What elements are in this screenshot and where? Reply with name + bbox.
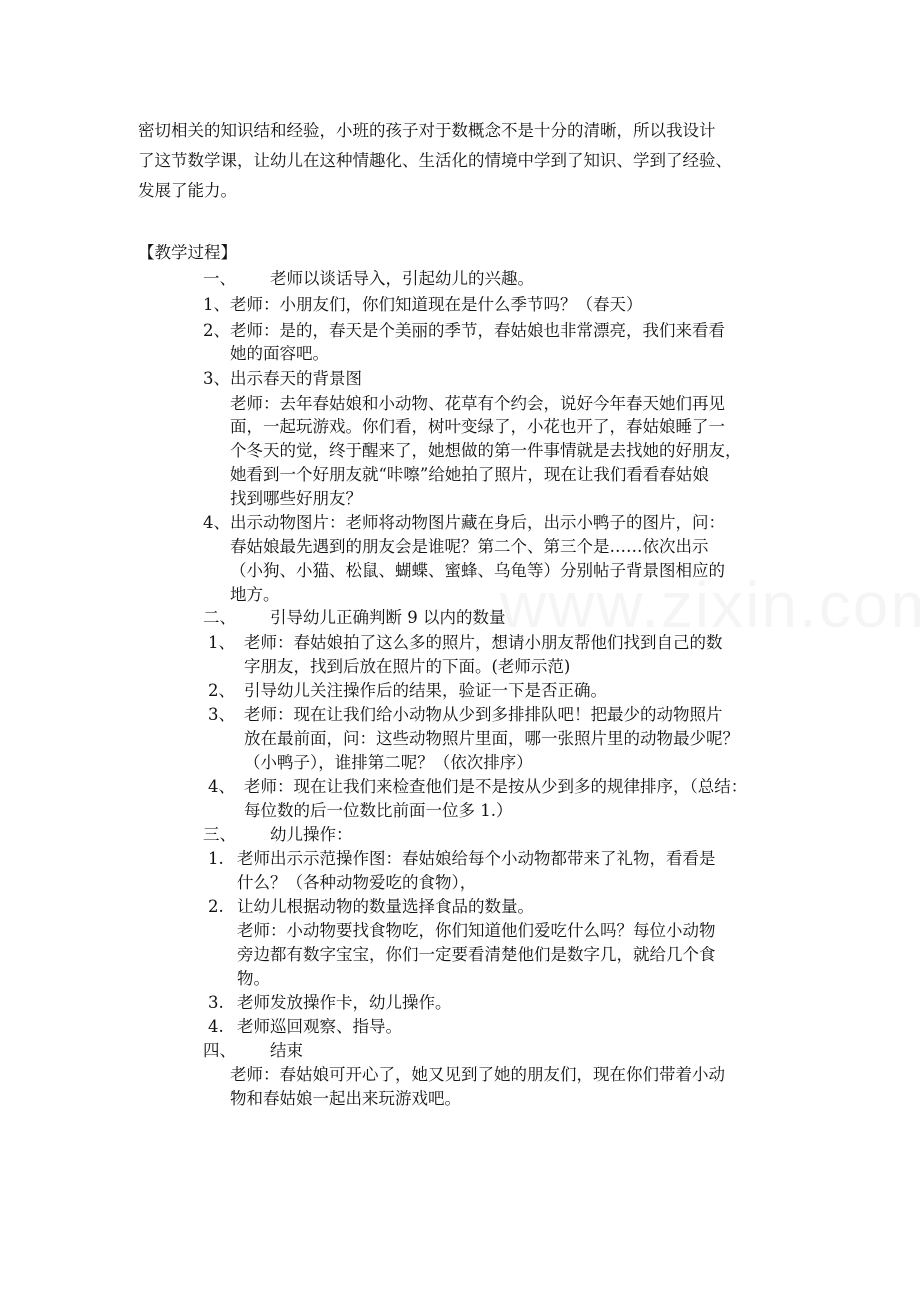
item-text: 老师发放操作卡，幼儿操作。 (237, 993, 452, 1012)
item-text: （小鸭子），谁排第二呢？（依次排序） (244, 753, 533, 772)
intro-line: 密切相关的知识结和经验，小班的孩子对于数概念不是十分的清晰，所以我设计 (138, 121, 716, 140)
item-text: 引导幼儿关注操作后的结果，验证一下是否正确。 (244, 681, 607, 700)
section-title: 幼儿操作： (270, 825, 353, 844)
item-text: 字朋友，找到后放在照片的下面。(老师示范) (244, 657, 571, 676)
item-text: 老师出示示范操作图：春姑娘给每个小动物都带来了礼物，看看是 (237, 849, 716, 868)
item-number: 4、 (208, 777, 235, 796)
item-text: 她的面容吧。 (230, 344, 329, 363)
item-number: 3、 (203, 369, 230, 388)
process-heading: 【教学过程】 (138, 243, 237, 262)
item-text: 她看到一个好朋友就“咔嚓”给她拍了照片，现在让我们看看春姑娘 (230, 465, 709, 484)
section-title: 老师以谈话导入，引起幼儿的兴趣。 (270, 269, 534, 288)
item-number: 2、 (208, 681, 235, 700)
item-text: 老师：是的，春天是个美丽的季节，春姑娘也非常漂亮，我们来看看 (230, 321, 725, 340)
item-text: 个冬天的觉，终于醒来了，她想做的第一件事情就是去找她的好朋友， (230, 441, 742, 460)
item-number: 1. (208, 849, 224, 868)
item-number: 1、 (203, 295, 230, 314)
closing-text: 老师：春姑娘可开心了，她又见到了她的朋友们，现在你们带着小动 (230, 1065, 725, 1084)
item-text: 面，一起玩游戏。你们看，树叶变绿了，小花也开了，春姑娘睡了一 (230, 417, 725, 436)
item-text: 老师巡回观察、指导。 (237, 1017, 402, 1036)
item-text: 老师：小朋友们，你们知道现在是什么季节吗？（春天） (230, 295, 643, 314)
section-title: 引导幼儿正确判断 9 以内的数量 (270, 608, 506, 627)
item-text: 找到哪些好朋友？ (230, 489, 362, 508)
item-number: 3、 (208, 705, 235, 724)
intro-line: 了这节数学课，让幼儿在这种情趣化、生活化的情境中学到了知识、学到了经验、 (138, 151, 732, 170)
item-number: 2. (208, 897, 224, 916)
item-number: 4、 (203, 513, 230, 532)
item-text: 放在最前面，问：这些动物照片里面，哪一张照片里的动物最少呢？ (244, 729, 739, 748)
item-text: 春姑娘最先遇到的朋友会是谁呢？第二个、第三个是……依次出示 (230, 537, 709, 556)
item-text: 物。 (237, 969, 270, 988)
item-text: 什么？（各种动物爱吃的食物）， (237, 873, 477, 892)
section-number: 四、 (203, 1041, 236, 1060)
item-number: 1、 (208, 633, 235, 652)
item-text: 老师：春姑娘拍了这么多的照片，想请小朋友帮他们找到自己的数 (244, 633, 723, 652)
item-text: 出示春天的背景图 (230, 369, 362, 388)
item-text: 老师：小动物要找食物吃，你们知道他们爱吃什么吗？每位小动物 (237, 921, 716, 940)
item-text: 老师：去年春姑娘和小动物、花草有个约会，说好今年春天她们再见 (230, 394, 725, 413)
item-text: 老师：现在让我们来检查他们是不是按从少到多的规律排序，（总结： (244, 777, 748, 796)
section-number: 三、 (203, 825, 236, 844)
item-text: 老师：现在让我们给小动物从少到多排排队吧！把最少的动物照片 (244, 705, 723, 724)
section-number: 二、 (203, 608, 236, 627)
section-number: 一、 (203, 269, 236, 288)
closing-text: 物和春姑娘一起出来玩游戏吧。 (230, 1089, 461, 1108)
item-text: 出示动物图片：老师将动物图片藏在身后，出示小鸭子的图片，问： (230, 513, 725, 532)
item-number: 2、 (203, 321, 230, 340)
item-text: 地方。 (230, 585, 280, 604)
item-number: 3. (208, 993, 224, 1012)
item-text: （小狗、小猫、松鼠、蝴蝶、蜜蜂、乌龟等）分别帖子背景图相应的 (230, 561, 725, 580)
item-text: 让幼儿根据动物的数量选择食品的数量。 (237, 897, 534, 916)
item-text: 旁边都有数字宝宝，你们一定要看清楚他们是数字几，就给几个食 (237, 945, 716, 964)
section-title: 结束 (270, 1041, 303, 1060)
item-number: 4. (208, 1017, 224, 1036)
item-text: 每位数的后一位数比前面一位多 1.） (244, 801, 513, 820)
intro-line: 发展了能力。 (138, 181, 237, 200)
